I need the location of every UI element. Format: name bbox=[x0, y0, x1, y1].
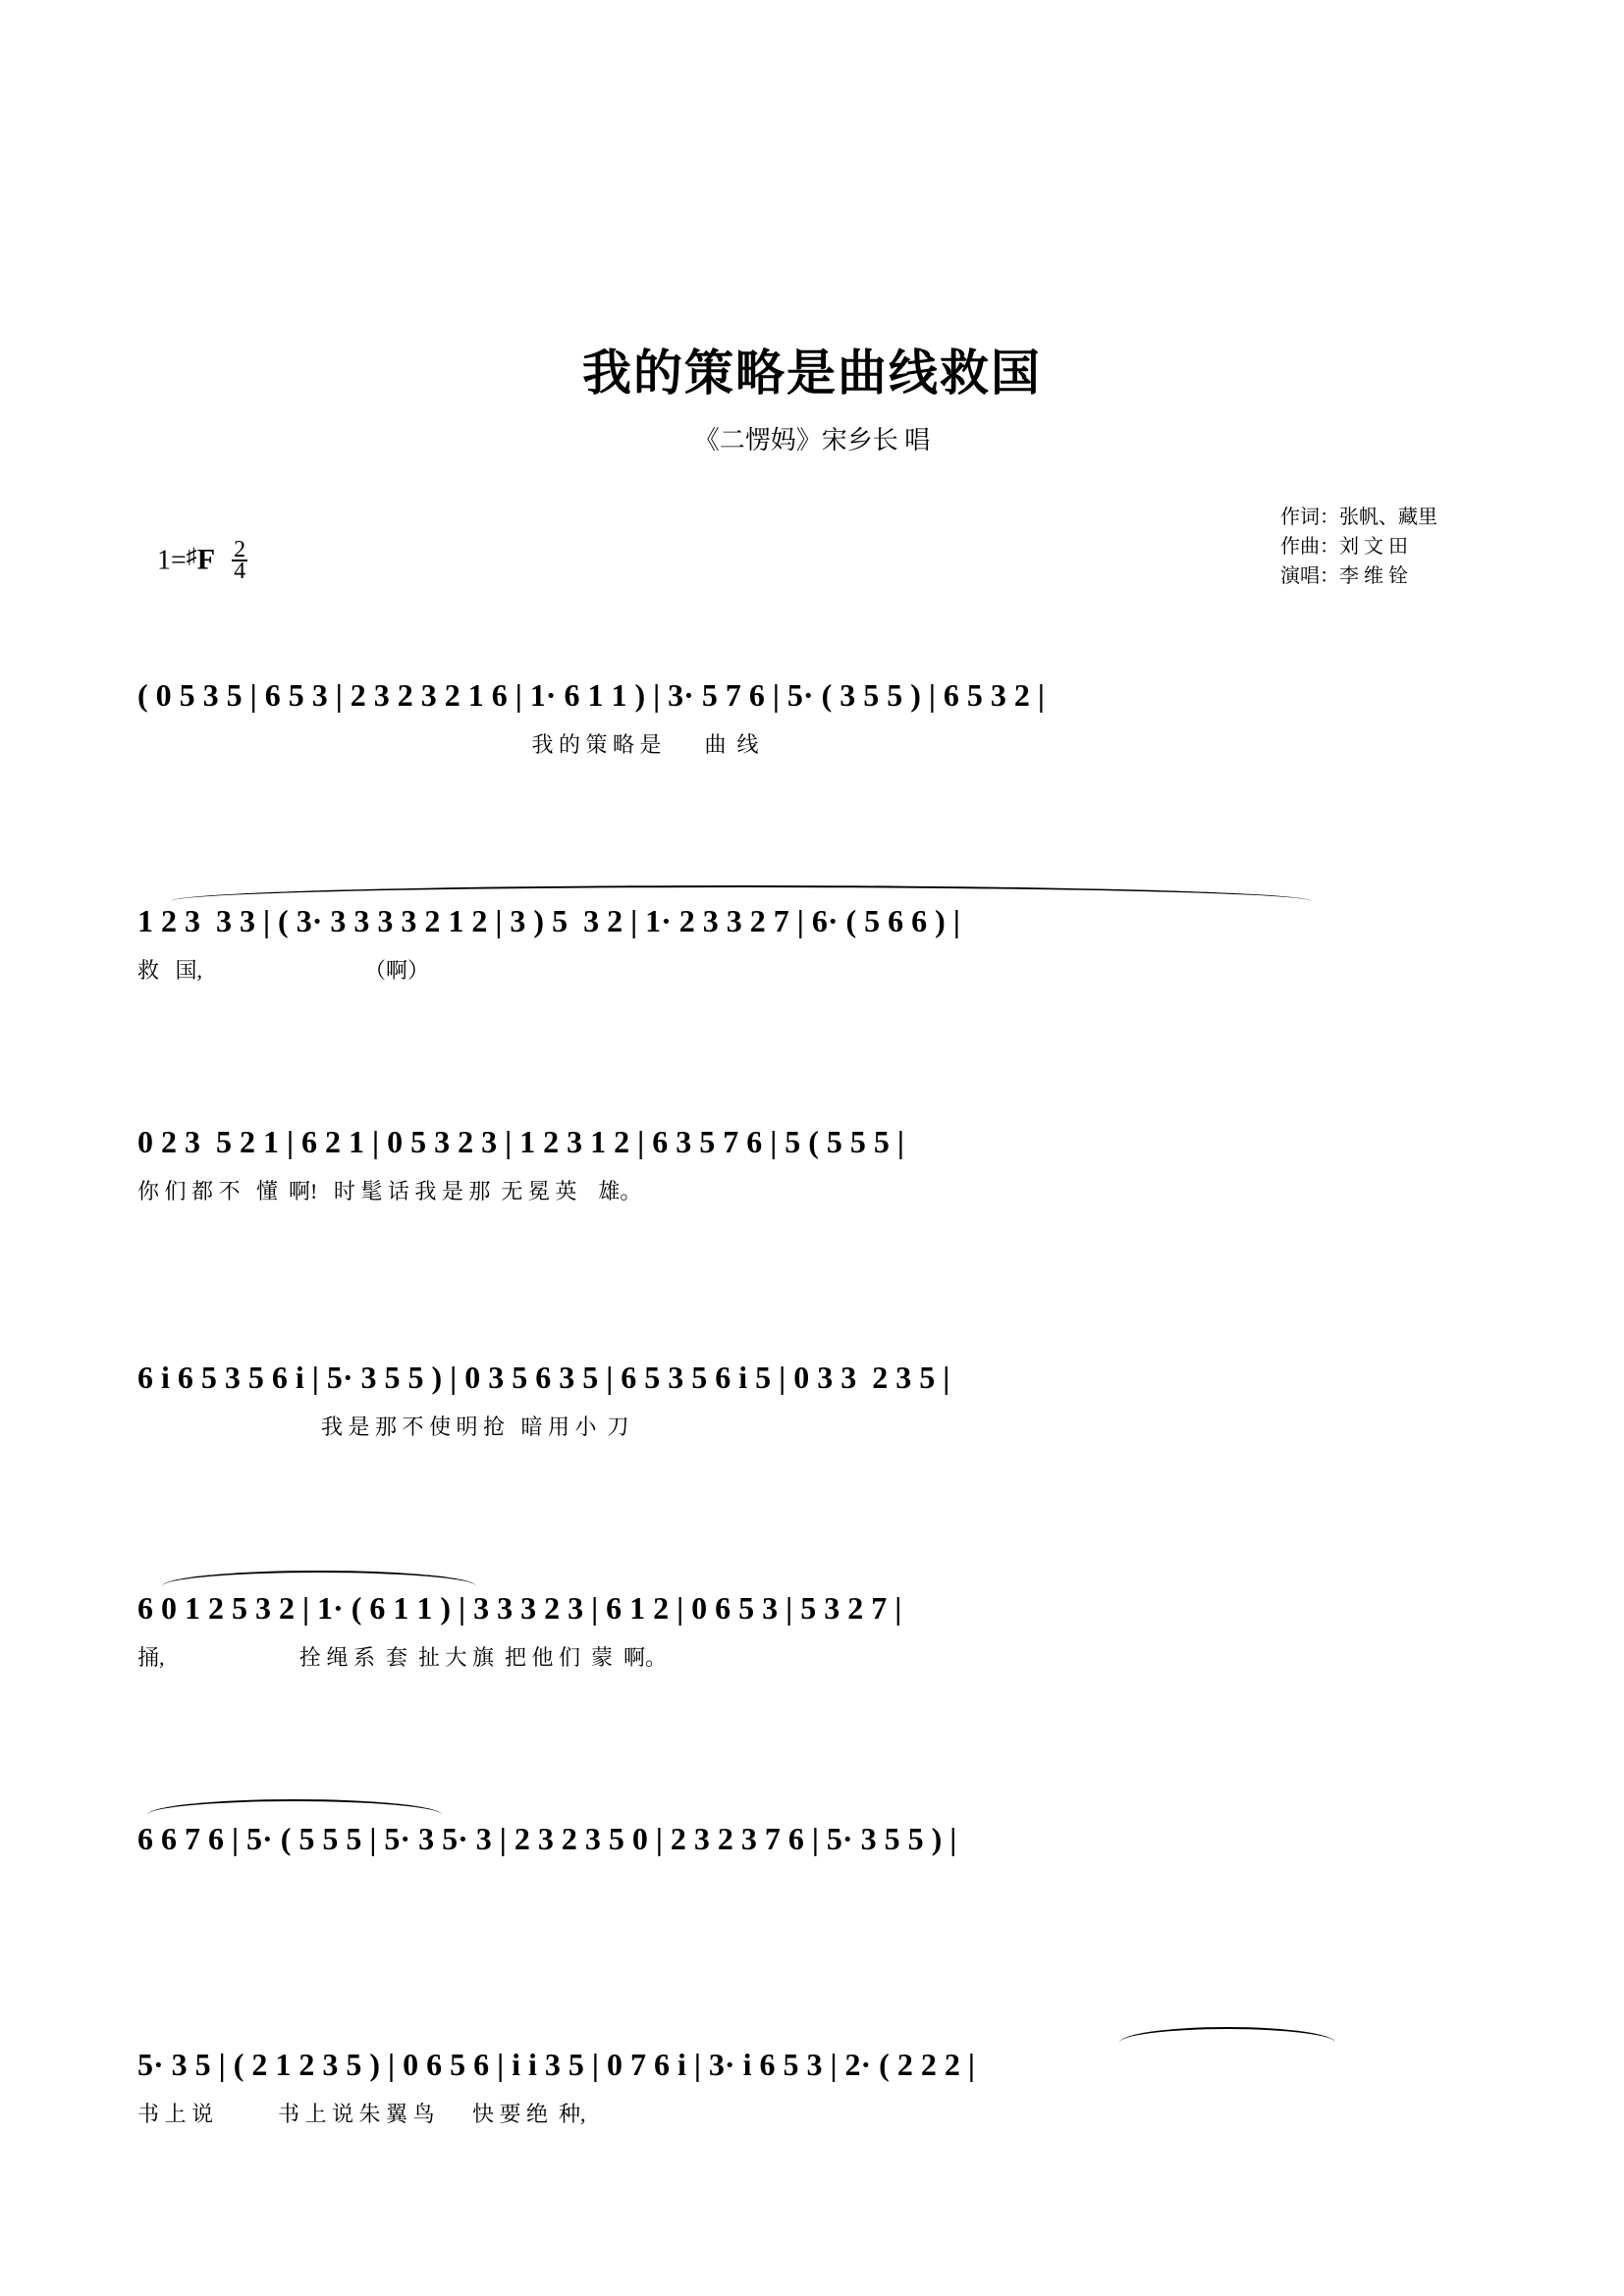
staff-row bbox=[0, 2047, 1624, 2164]
staff-lyrics: 书 上 说 书 上 说 朱 翼 鸟 快 要 绝 种, bbox=[137, 2102, 586, 2126]
staff-row bbox=[0, 1124, 1624, 1242]
tie-icon bbox=[147, 1799, 442, 1815]
meter-numerator: 2 bbox=[234, 537, 246, 562]
key-signature bbox=[157, 537, 247, 584]
staff-row bbox=[0, 1360, 1624, 1477]
key-name: F bbox=[196, 543, 216, 576]
credit-composer: 作曲：刘 文 田 bbox=[1280, 536, 1408, 558]
staff-lyrics: 我 是 那 不 使 明 抢 暗 用 小 刀 bbox=[137, 1415, 629, 1439]
credit-lyricist: 作词：张帆、藏里 bbox=[1280, 507, 1437, 528]
staff-row bbox=[0, 903, 1624, 1021]
tie-icon bbox=[1119, 2027, 1335, 2043]
staff-notes: 6 6 7 6 | 5· ( 5 5 5 | 5· 3 5· 3 | 2 3 2 3 5 0 | 2 3 2 3 7 6 | 5· 3 5 5 ) | bbox=[137, 1821, 957, 1856]
staff-notes: 6 i 6 5 3 5 6 i | 5· 3 5 5 ) | 0 3 5 6 3 5 | 6 5 3 5 6 i 5 | 0 3 3 2 3 5 | bbox=[137, 1360, 950, 1395]
tie-icon bbox=[162, 1571, 476, 1586]
staff-row bbox=[0, 677, 1624, 795]
credit-singer: 演唱：李 维 铨 bbox=[1280, 565, 1408, 587]
staff-lyrics: 你 们 都 不 懂 啊! 时 髦 话 我 是 那 无 冕 英 雄。 bbox=[137, 1179, 642, 1203]
staff-notes: 0 2 3 5 2 1 | 6 2 1 | 0 5 3 2 3 | 1 2 3 1 2 | 6 3 5 7 6 | 5 ( 5 5 5 | bbox=[137, 1124, 904, 1159]
staff-notes: ( 0 5 3 5 | 6 5 3 | 2 3 2 3 2 1 6 | 1· 6 1 1 ) | 3· 5 7 6 | 5· ( 3 5 5 ) | 6 5 3 2 | bbox=[137, 677, 1045, 713]
staff-lyrics: 救 国, （啊） bbox=[137, 958, 430, 983]
staff-notes: 5· 3 5 | ( 2 1 2 3 5 ) | 0 6 5 6 | i i 3 5 | 0 7 6 i | 3· i 6 5 3 | 2· ( 2 2 2 | bbox=[137, 2047, 975, 2082]
credits-block bbox=[1280, 503, 1437, 591]
tie-icon bbox=[172, 885, 1311, 901]
staff-notes: 1 2 3 3 3 | ( 3· 3 3 3 3 2 1 2 | 3 ) 5 3 2 | 1· 2 3 3 2 7 | 6· ( 5 6 6 ) | bbox=[137, 903, 960, 938]
staff-lyrics: 捅, 拴 绳 系 套 扯 大 旗 把 他 们 蒙 啊。 bbox=[137, 1645, 668, 1670]
staff-row bbox=[0, 1590, 1624, 1708]
page-subtitle: 《二愣妈》宋乡长 唱 bbox=[693, 426, 931, 454]
staff-notes: 6 0 1 2 5 3 2 | 1· ( 6 1 1 ) | 3 3 3 2 3 | 6 1 2 | 0 6 5 3 | 5 3 2 7 | bbox=[137, 1590, 902, 1626]
key-prefix: 1= bbox=[157, 545, 187, 576]
sharp-icon: ♯ bbox=[186, 543, 197, 568]
time-signature bbox=[232, 537, 247, 584]
meter-denominator: 4 bbox=[234, 559, 246, 584]
page-title: 我的策略是曲线救国 bbox=[582, 346, 1042, 400]
staff-row bbox=[0, 1821, 1624, 1939]
staff-lyrics: 我 的 策 略 是 曲 线 bbox=[137, 732, 759, 757]
